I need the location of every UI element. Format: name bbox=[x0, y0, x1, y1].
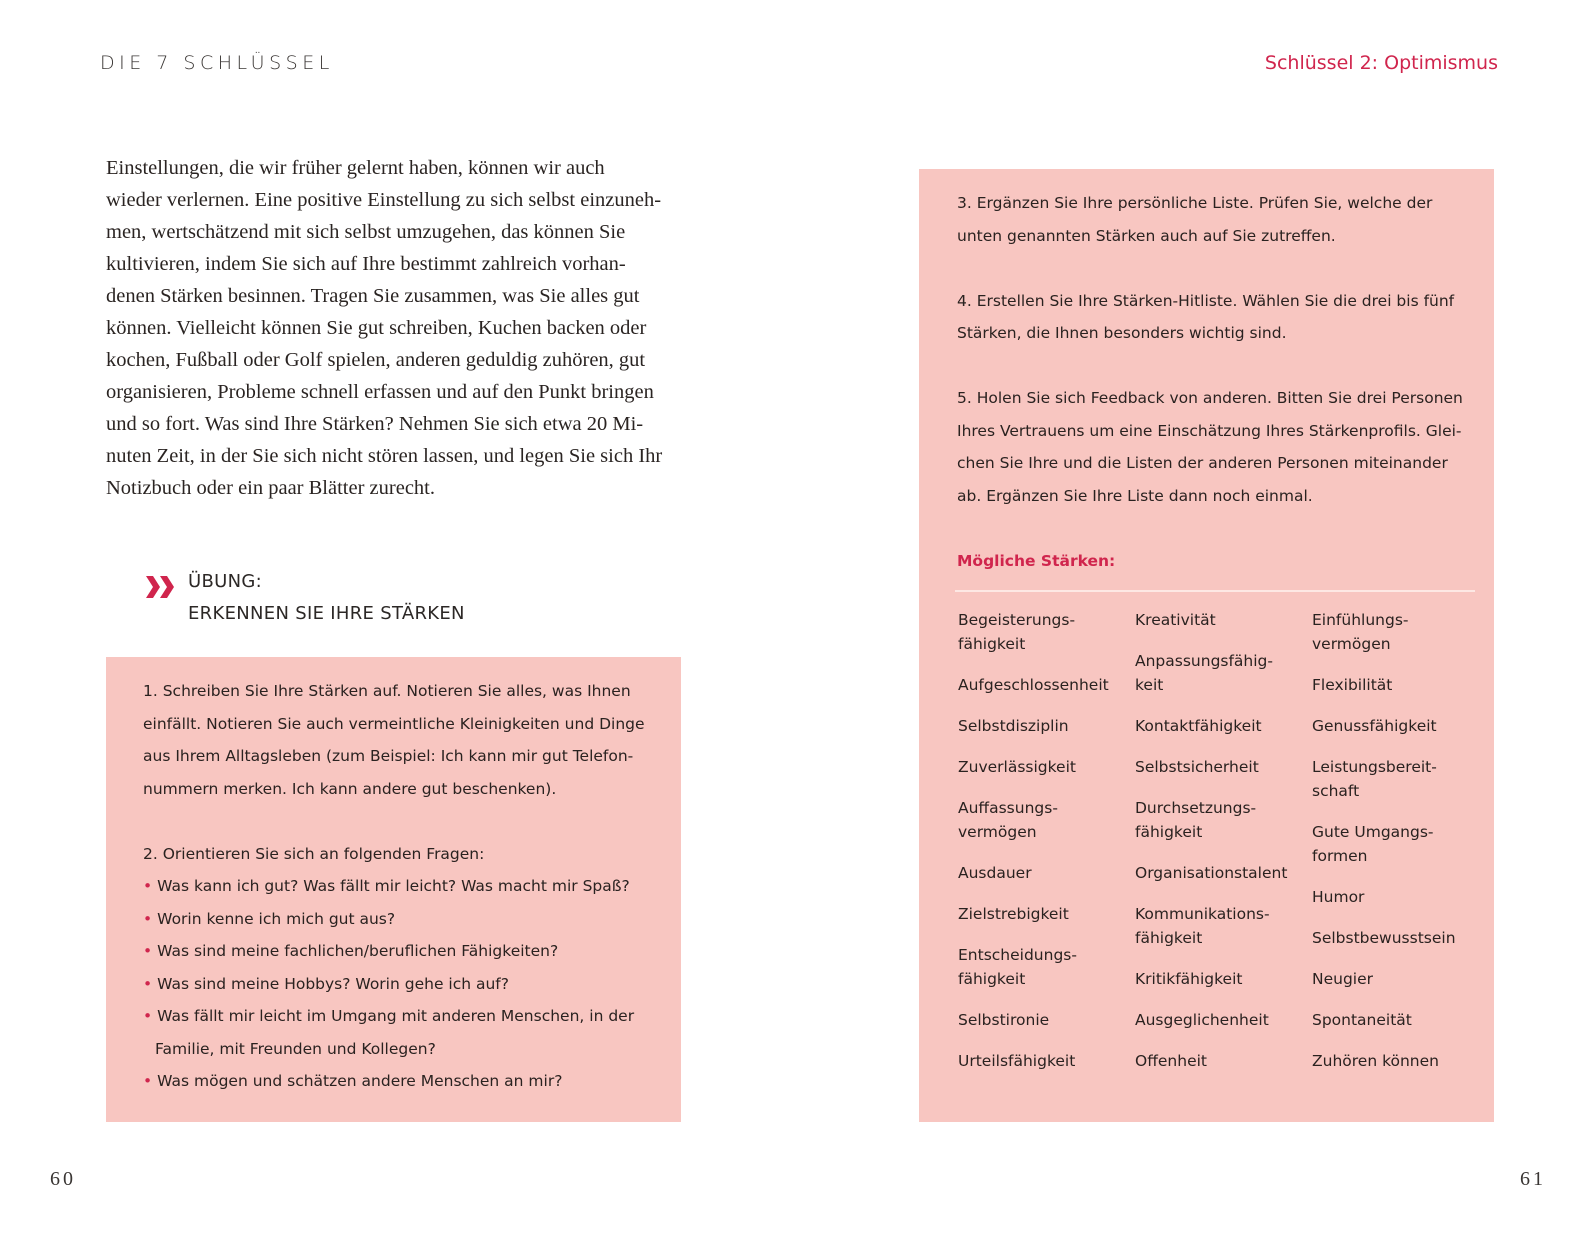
step1-line: 1. Schreiben Sie Ihre Stärken auf. Notieren Sie alles, was Ihnen bbox=[143, 682, 631, 700]
strength-item: Offenheit bbox=[1135, 1052, 1207, 1070]
text-line: Einstellungen, die wir früher gelernt haben, können wir auch bbox=[106, 157, 605, 179]
strength-item: Ausgeglichenheit bbox=[1135, 1011, 1269, 1029]
strength-item: Selbstbewusstsein bbox=[1312, 929, 1456, 947]
page-number-right: 61 bbox=[1520, 1168, 1546, 1190]
strength-item: Spontaneität bbox=[1312, 1011, 1412, 1029]
text-line: Notizbuch oder ein paar Blätter zurecht. bbox=[106, 477, 435, 499]
text-line: kochen, Fußball oder Golf spielen, anderen geduldig zuhören, gut bbox=[106, 349, 646, 371]
text-line: wieder verlernen. Eine positive Einstellung zu sich selbst einzuneh- bbox=[106, 189, 662, 211]
strength-item: Durchsetzungs- fähigkeit bbox=[1135, 799, 1257, 841]
strength-item: Aufgeschlossenheit bbox=[958, 676, 1109, 694]
running-header-right: Schlüssel 2: Optimismus bbox=[1264, 52, 1498, 74]
step3-line: unten genannten Stärken auch auf Sie zutreffen. bbox=[957, 226, 1336, 245]
question-item: • Was mögen und schätzen andere Menschen an mir? bbox=[143, 1065, 645, 1098]
strength-item: Selbstironie bbox=[958, 1011, 1050, 1029]
strength-item: Flexibilität bbox=[1312, 676, 1393, 694]
exercise-name: ERKENNEN SIE IHRE STÄRKEN bbox=[188, 603, 465, 624]
strength-item: Genussfähigkeit bbox=[1312, 717, 1437, 735]
strength-item: Neugier bbox=[1312, 970, 1374, 988]
step5-line: ab. Ergänzen Sie Ihre Liste dann noch einmal. bbox=[957, 486, 1313, 505]
step1-line: nummern merken. Ich kann andere gut beschenken). bbox=[143, 779, 557, 798]
exercise-box-left bbox=[106, 657, 681, 1122]
text-line: organisieren, Probleme schnell erfassen und auf den Punkt bringen bbox=[106, 381, 654, 403]
question-item: • Was sind meine Hobbys? Worin gehe ich auf? bbox=[143, 968, 645, 1001]
strength-item: Zuverlässigkeit bbox=[958, 758, 1076, 776]
text-line: men, wertschätzend mit sich selbst umzugehen, das können Sie bbox=[106, 221, 626, 243]
step3-line: 3. Ergänzen Sie Ihre persönliche Liste. Prüfen Sie, welche der bbox=[957, 194, 1433, 212]
step5-line: 5. Holen Sie sich Feedback von anderen. Bitten Sie drei Personen bbox=[957, 389, 1463, 407]
step5-line: Ihres Vertrauens um eine Einschätzung Ihres Stärkenprofils. Glei- bbox=[957, 421, 1462, 440]
strength-item: Ausdauer bbox=[958, 864, 1032, 882]
question-item: • Was sind meine fachlichen/beruflichen Fähigkeiten? bbox=[143, 935, 645, 968]
strength-item: Selbstdisziplin bbox=[958, 717, 1069, 735]
running-header-left: DIE 7 SCHLÜSSEL bbox=[100, 52, 334, 74]
body-paragraph bbox=[106, 152, 686, 504]
strength-item: Begeisterungs- fähigkeit bbox=[958, 611, 1076, 653]
text-line: nuten Zeit, in der Sie sich nicht stören lassen, und legen Sie sich Ihr bbox=[106, 445, 663, 467]
step5-line: chen Sie Ihre und die Listen der anderen Personen miteinander bbox=[957, 454, 1448, 472]
question-item-continued: Familie, mit Freunden und Kollegen? bbox=[155, 1039, 436, 1058]
strength-item: Auffassungs- vermögen bbox=[958, 799, 1058, 841]
step2-title: 2. Orientieren Sie sich an folgenden Fragen: bbox=[143, 844, 485, 863]
exercise-steps-1-2 bbox=[143, 675, 645, 1098]
step1-line: einfällt. Notieren Sie auch vermeintliche Kleinigkeiten und Dinge bbox=[143, 714, 645, 733]
strength-item: Kritikfähigkeit bbox=[1135, 970, 1243, 988]
strength-item: Organisationstalent bbox=[1135, 864, 1288, 882]
strength-item: Urteilsfähigkeit bbox=[958, 1052, 1076, 1070]
strength-item: Kommunikations- fähigkeit bbox=[1135, 905, 1270, 947]
question-item: • Worin kenne ich mich gut aus? bbox=[143, 903, 645, 936]
strength-item: Humor bbox=[1312, 888, 1365, 906]
strengths-divider bbox=[955, 590, 1475, 592]
text-line: können. Vielleicht können Sie gut schreiben, Kuchen backen oder bbox=[106, 317, 647, 339]
exercise-label: ÜBUNG: bbox=[188, 571, 262, 592]
step4-line: Stärken, die Ihnen besonders wichtig sind. bbox=[957, 324, 1287, 342]
page-number-left: 60 bbox=[50, 1168, 76, 1190]
strength-item: Einfühlungs- vermögen bbox=[1312, 611, 1409, 653]
strengths-title: Mögliche Stärken: bbox=[957, 551, 1116, 570]
strength-item: Leistungsbereit- schaft bbox=[1312, 758, 1437, 800]
strength-item: Kreativität bbox=[1135, 611, 1216, 629]
text-line: denen Stärken besinnen. Tragen Sie zusammen, was Sie alles gut bbox=[106, 285, 640, 307]
question-item: • Was fällt mir leicht im Umgang mit anderen Menschen, in der bbox=[143, 1000, 645, 1033]
text-line: kultivieren, indem Sie sich auf Ihre bestimmt zahlreich vorhan- bbox=[106, 253, 626, 275]
text-line: und so fort. Was sind Ihre Stärken? Nehmen Sie sich etwa 20 Mi- bbox=[106, 413, 644, 435]
strength-item: Zuhören können bbox=[1312, 1052, 1439, 1070]
question-item: • Was kann ich gut? Was fällt mir leicht? Was macht mir Spaß? bbox=[143, 870, 645, 903]
step4-line: 4. Erstellen Sie Ihre Stärken-Hitliste. Wählen Sie die drei bis fünf bbox=[957, 291, 1455, 310]
strength-item: Selbstsicherheit bbox=[1135, 758, 1259, 776]
step1-line: aus Ihrem Alltagsleben (zum Beispiel: Ich kann mir gut Telefon- bbox=[143, 747, 634, 765]
exercise-steps-3-5 bbox=[957, 187, 1463, 577]
strength-item: Anpassungsfähig- keit bbox=[1135, 652, 1273, 694]
strength-item: Zielstrebigkeit bbox=[958, 905, 1069, 923]
double-chevron-icon bbox=[146, 576, 176, 598]
strength-item: Entscheidungs- fähigkeit bbox=[958, 946, 1077, 988]
exercise-title bbox=[188, 566, 465, 630]
strength-item: Kontaktfähigkeit bbox=[1135, 717, 1262, 735]
strength-item: Gute Umgangs- formen bbox=[1312, 823, 1434, 865]
